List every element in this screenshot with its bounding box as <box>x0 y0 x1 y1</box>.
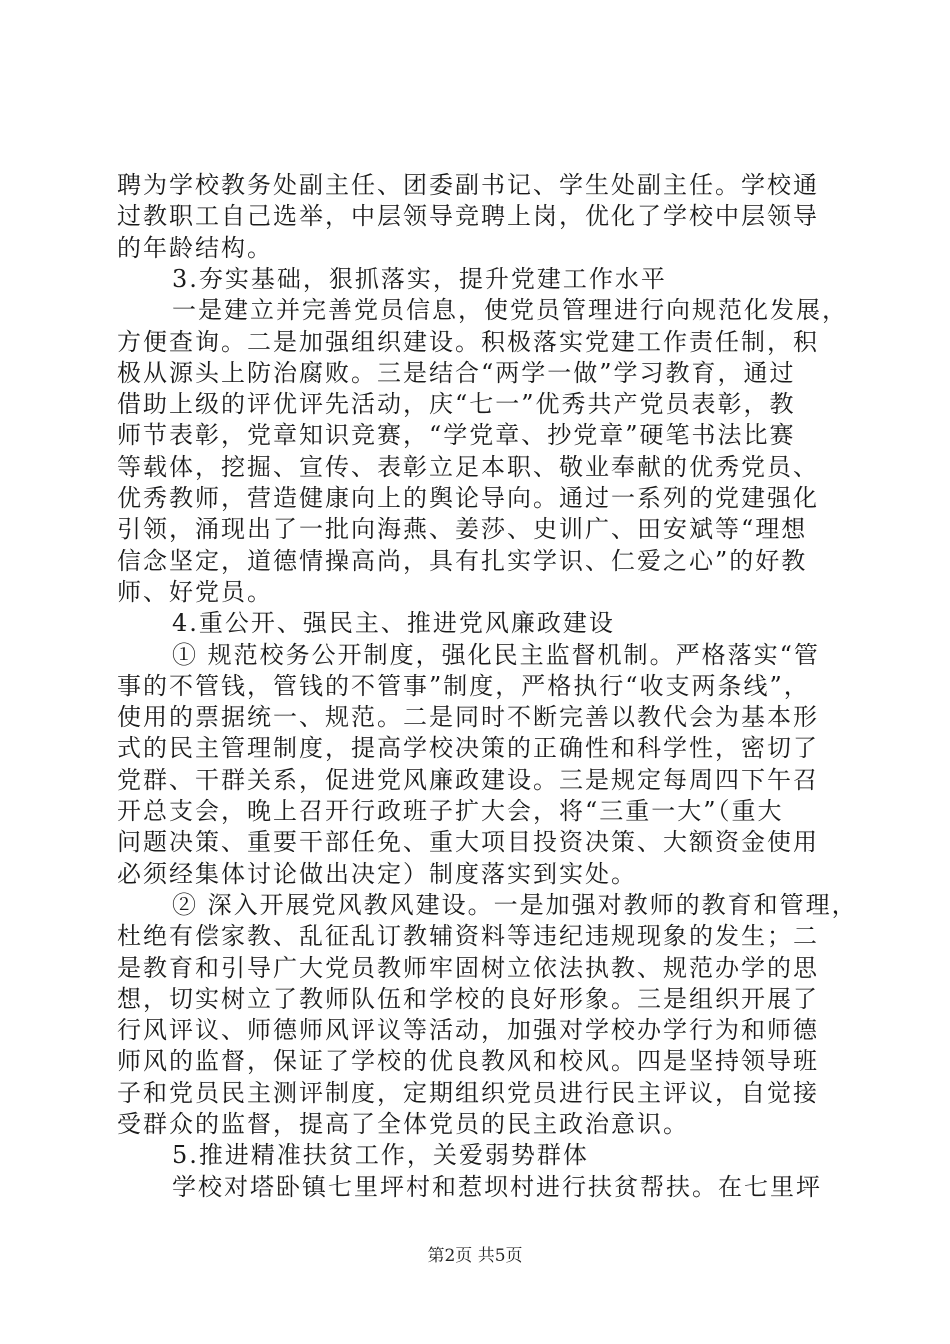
text-line: 想，切实树立了教师队伍和学校的良好形象。三是组织开展了 <box>117 984 819 1013</box>
text-line: 等载体，挖掘、宣传、表彰立足本职、敬业奉献的优秀党员、 <box>117 452 819 481</box>
page-number-footer: 第2页 共5页 <box>427 1246 523 1266</box>
text-line: 必须经集体讨论做出决定）制度落实到实处。 <box>117 859 637 888</box>
section-heading: 3.夯实基础，狠抓落实，提升党建工作水平 <box>172 264 667 293</box>
text-line: 行风评议、师德师风评议等活动，加强对学校办学行为和师德 <box>117 1016 819 1045</box>
text-line: 杜绝有偿家教、乱征乱订教辅资料等违纪违规现象的发生；二 <box>117 922 819 951</box>
text-line: 引领，涌现出了一批向海燕、姜莎、史训广、田安斌等“理想 <box>117 515 808 544</box>
text-line: 学校对塔卧镇七里坪村和惹坝村进行扶贫帮扶。在七里坪 <box>172 1172 822 1201</box>
text-line: ② 深入开展党风教风建设。一是加强对教师的教育和管理， <box>172 890 858 919</box>
text-line: 师风的监督，保证了学校的优良教风和校风。四是坚持领导班 <box>117 1047 819 1076</box>
text-line: 的年龄结构。 <box>117 233 273 262</box>
text-line: 信念坚定，道德情操高尚，具有扎实学识、仁爱之心”的好教 <box>117 546 808 575</box>
text-line: 受群众的监督，提高了全体党员的民主政治意识。 <box>117 1110 689 1138</box>
text-line: 是教育和引导广大党员教师牢固树立依法执教、规范办学的思 <box>117 953 819 982</box>
text-line: 师节表彰，党章知识竞赛，“学党章、抄党章”硬笔书法比赛 <box>117 421 796 450</box>
section-heading: 5.推进精准扶贫工作，关爱弱势群体 <box>172 1141 589 1170</box>
text-line: 党群、干群关系，促进党风廉政建设。三是规定每周四下午召 <box>117 765 819 794</box>
text-line: 优秀教师，营造健康向上的舆论导向。通过一系列的党建强化 <box>117 484 819 512</box>
text-line: 式的民主管理制度，提高学校决策的正确性和科学性，密切了 <box>117 734 819 763</box>
text-line: 借助上级的评优评先活动，庆“七一”优秀共产党员表彰，教 <box>117 390 796 419</box>
section-heading: 4.重公开、强民主、推进党风廉政建设 <box>172 609 615 638</box>
text-line: 开总支会，晚上召开行政班子扩大会，将“三重一大”（重大 <box>117 797 784 825</box>
text-line: 方便查询。二是加强组织建设。积极落实党建工作责任制，积 <box>117 327 819 356</box>
text-line: 事的不管钱，管钱的不管事”制度，严格执行“收支两条线”， <box>117 671 810 700</box>
text-line: ① 规范校务公开制度，强化民主监督机制。严格落实“管 <box>172 640 820 669</box>
text-line: 聘为学校教务处副主任、团委副书记、学生处副主任。学校通 <box>117 171 819 199</box>
text-line: 过教职工自己选举，中层领导竞聘上岗，优化了学校中层领导 <box>117 202 819 231</box>
text-line: 一是建立并完善党员信息，使党员管理进行向规范化发展， <box>172 296 848 325</box>
text-line: 使用的票据统一、规范。二是同时不断完善以教代会为基本形 <box>117 703 819 732</box>
text-line: 问题决策、重要干部任免、重大项目投资决策、大额资金使用 <box>117 828 819 857</box>
text-line: 子和党员民主测评制度，定期组织党员进行民主评议，自觉接 <box>117 1078 819 1107</box>
text-line: 极从源头上防治腐败。三是结合“两学一做”学习教育，通过 <box>117 358 796 387</box>
text-line: 师、好党员。 <box>117 577 273 606</box>
